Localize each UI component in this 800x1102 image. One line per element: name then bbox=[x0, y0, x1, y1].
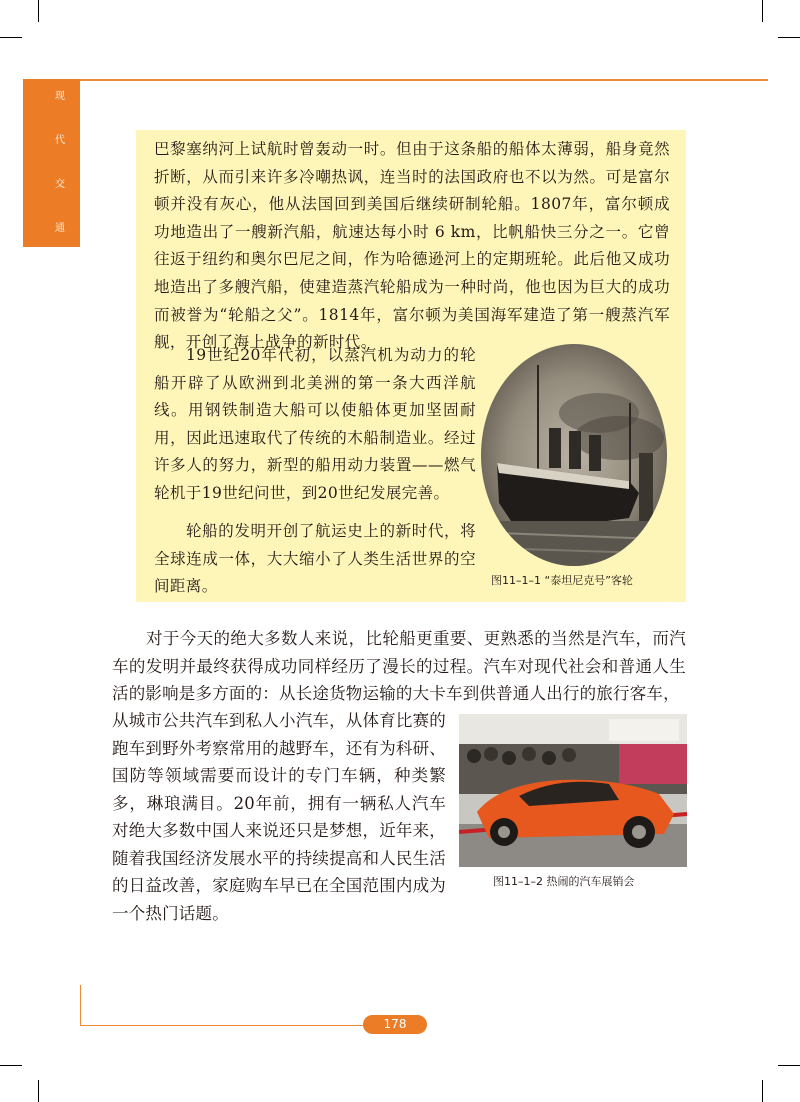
crop-mark bbox=[778, 37, 800, 38]
crop-mark bbox=[762, 1080, 763, 1102]
header-rule bbox=[80, 79, 768, 81]
crop-mark bbox=[38, 1080, 39, 1102]
crop-mark bbox=[38, 0, 39, 22]
footer-rule bbox=[80, 985, 81, 1026]
crop-mark bbox=[778, 1065, 800, 1066]
box-paragraph-1: 巴黎塞纳河上试航时曾轰动一时。但由于这条船的船体太薄弱，船身竟然折断，从而引来许多冷嘲热讽，连当时的法国政府也不以为然。可是富尔顿并没有灰心，他从法国回到美国后继续研制轮船。1807年，富尔顿成功地造出了一艘新汽船，航速达每小时 6 km，比帆船快三分之一。它曾往返于纽约和奥尔巴尼之间，作为哈德逊河上的定期班轮。此后他又成功地造出了多艘汽船，使建造蒸汽轮船成为一种时尚，他也因为巨大的成功而被誉为“轮船之父”。1814年，富尔顿为美国海军建造了第一艘蒸汽军舰，开创了海上战争的新时代。 bbox=[154, 140, 670, 352]
figure-caption-car-show: 图11–1–2 热闹的汽车展销会 bbox=[493, 875, 635, 888]
main-paragraph-1: 对于今天的绝大多数人来说，比轮船更重要、更熟悉的当然是汽车，而汽车的发明并最终获得成功同样经历了漫长的过程。汽车对现代社会和普通人生活的影响是多方面的：从长途货物运输的大卡车到供普通人出行的旅行客车， bbox=[112, 629, 686, 703]
crop-mark bbox=[762, 0, 763, 22]
side-tab-char: 代 bbox=[55, 135, 65, 146]
crop-mark bbox=[0, 37, 22, 38]
side-tab-char: 交 bbox=[55, 179, 65, 190]
box-paragraph-2: 19世纪20年代初，以蒸汽机为动力的轮船开辟了从欧洲到北美洲的第一条大西洋航线。用钢铁制造大船可以使船体更加坚固耐用，因此迅速取代了传统的木船制造业。经过许多人的努力，新型的船用动力装置——燃气轮机于19世纪问世，到20世纪发展完善。 bbox=[154, 346, 476, 502]
titanic-photo bbox=[479, 343, 669, 567]
box-paragraph-3: 轮船的发明开创了航运史上的新时代，将全球连成一体，大大缩小了人类生活世界的空间距离。 bbox=[154, 522, 476, 596]
main-paragraph-2: 从城市公共汽车到私人小汽车，从体育比赛的跑车到野外考察常用的越野车，还有为科研、国防等领域需要而设计的专门车辆，种类繁多，琳琅满目。20年前，拥有一辆私人汽车对绝大多数中国人来说还只是梦想，近年来，随着我国经济发展水平的持续提高和人民生活的日益改善，家庭购车早已在全国范围内成为一个热门话题。 bbox=[112, 711, 446, 923]
side-tab-char: 通 bbox=[55, 223, 65, 234]
footer-rule bbox=[80, 1025, 370, 1026]
side-tab-char: 现 bbox=[55, 91, 65, 102]
crop-mark bbox=[0, 1065, 22, 1066]
car-show-photo bbox=[459, 714, 687, 867]
page-number: 178 bbox=[363, 1015, 427, 1034]
chapter-side-tab bbox=[23, 79, 80, 247]
figure-caption-titanic: 图11–1–1 “泰坦尼克号”客轮 bbox=[491, 574, 633, 587]
